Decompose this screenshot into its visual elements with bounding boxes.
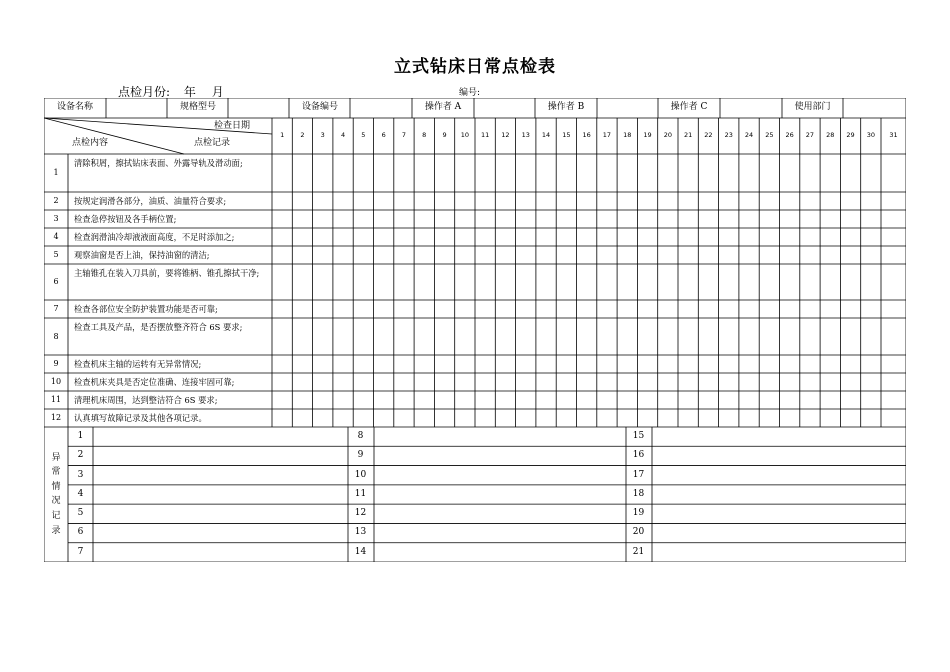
abnormal-entry-number: 12 xyxy=(354,508,367,519)
abnormal-entry-number: 3 xyxy=(77,469,84,480)
day-number-21: 21 xyxy=(684,131,693,139)
abnormal-entry-number: 9 xyxy=(357,450,364,461)
abnormal-entry-number: 18 xyxy=(632,488,645,499)
day-number-1: 1 xyxy=(280,131,285,139)
day-number-2: 2 xyxy=(300,131,305,139)
day-number-16: 16 xyxy=(582,131,591,139)
abnormal-entry-number: 5 xyxy=(77,508,84,519)
day-number-3: 3 xyxy=(320,131,325,139)
day-number-30: 30 xyxy=(866,131,875,139)
abnormal-entry-number: 7 xyxy=(77,546,84,557)
day-number-29: 29 xyxy=(846,131,855,139)
abnormal-entry-number: 17 xyxy=(632,469,645,480)
day-number-28: 28 xyxy=(826,131,835,139)
abnormal-entry-number: 11 xyxy=(354,488,367,499)
abnormal-entry-number: 2 xyxy=(77,450,84,461)
item-number: 6 xyxy=(53,277,59,286)
item-number: 9 xyxy=(53,359,59,368)
item-text: 观察油窗是否上油，保持油窗的清洁; xyxy=(74,250,210,260)
day-number-27: 27 xyxy=(805,131,815,139)
item-text: 检查工具及产品，是否摆放整齐符合 6S 要求; xyxy=(74,322,243,332)
item-number: 3 xyxy=(53,214,59,223)
day-number-7: 7 xyxy=(401,131,407,139)
abnormal-entry-number: 20 xyxy=(632,527,645,538)
day-number-18: 18 xyxy=(623,131,632,139)
abnormal-entry-number: 4 xyxy=(77,488,84,499)
item-text: 按规定润滑各部分，油质、油量符合要求; xyxy=(74,196,227,206)
department-label: 使用部门 xyxy=(794,102,831,112)
item-text: 主轴锥孔在装入刀具前，要将锥柄、锥孔擦拭干净; xyxy=(74,268,260,278)
item-text: 清理机床周围，达到整洁符合 6S 要求; xyxy=(74,395,218,405)
abnormal-entry-number: 15 xyxy=(632,431,645,441)
item-number: 5 xyxy=(53,250,59,259)
page-title: 立式钻床日常点检表 xyxy=(394,57,556,77)
check-month-label: 点检月份: xyxy=(118,85,171,99)
item-number: 7 xyxy=(53,304,59,313)
day-number-12: 12 xyxy=(501,131,510,139)
day-number-8: 8 xyxy=(422,131,427,139)
abnormal-entry-number: 6 xyxy=(77,527,84,538)
day-number-10: 10 xyxy=(460,131,469,139)
day-number-24: 24 xyxy=(744,131,754,139)
operator-a-label: 操作者 A xyxy=(424,102,462,112)
day-number-23: 23 xyxy=(724,131,733,139)
item-text: 检查机床夹具是否定位准确、连接牢固可靠; xyxy=(74,377,235,387)
day-number-15: 15 xyxy=(562,131,571,139)
day-number-5: 5 xyxy=(361,131,366,139)
day-number-4: 4 xyxy=(340,131,346,139)
operator-c-label: 操作者 C xyxy=(670,102,708,112)
abnormal-entry-number: 10 xyxy=(354,469,367,480)
abnormal-entry-number: 14 xyxy=(354,546,367,557)
check-content-label: 点检内容 xyxy=(72,138,109,148)
item-number: 11 xyxy=(50,395,62,404)
day-number-14: 14 xyxy=(541,131,551,139)
day-number-13: 13 xyxy=(521,131,530,139)
day-number-6: 6 xyxy=(381,131,386,139)
inspection-table xyxy=(44,98,906,562)
abnormal-entry-number: 19 xyxy=(632,508,645,519)
item-text: 认真填写故障记录及其他各项记录。 xyxy=(74,413,207,423)
abnormal-entry-number: 13 xyxy=(354,527,367,538)
check-date-label: 检查日期 xyxy=(214,121,251,131)
item-text: 检查急停按钮及各手柄位置; xyxy=(74,214,177,224)
day-number-11: 11 xyxy=(481,131,490,139)
item-number: 1 xyxy=(53,168,59,177)
day-number-22: 22 xyxy=(704,131,713,139)
item-number: 8 xyxy=(53,332,59,341)
abnormal-entry-number: 21 xyxy=(632,546,645,557)
day-number-26: 26 xyxy=(785,131,794,139)
item-number: 4 xyxy=(53,232,59,241)
year-label: 年 xyxy=(183,85,196,99)
item-number: 12 xyxy=(50,413,62,422)
item-text: 检查各部位安全防护装置功能是否可靠; xyxy=(74,304,218,314)
day-number-20: 20 xyxy=(663,131,672,139)
equipment-no-label: 设备编号 xyxy=(301,102,338,112)
abnormal-entry-number: 1 xyxy=(77,431,84,441)
item-text: 检查润滑油冷却液液面高度，不足时添加之; xyxy=(74,232,235,242)
day-number-25: 25 xyxy=(765,131,774,139)
abnormal-record-label: 异常情况记录 xyxy=(51,452,61,536)
month-label: 月 xyxy=(211,85,224,99)
item-text: 清除积屑，擦拭钻床表面、外露导轨及滑动面; xyxy=(74,158,243,168)
form-number-label: 编号: xyxy=(459,88,481,98)
day-number-19: 19 xyxy=(643,131,652,139)
abnormal-entry-number: 8 xyxy=(357,431,364,441)
item-number: 10 xyxy=(50,377,62,386)
model-label: 规格型号 xyxy=(179,102,216,112)
equipment-name-label: 设备名称 xyxy=(56,102,93,112)
check-record-label: 点检记录 xyxy=(194,138,231,148)
item-text: 检查机床主轴的运转有无异常情况; xyxy=(74,359,202,369)
operator-b-label: 操作者 B xyxy=(547,102,585,112)
item-number: 2 xyxy=(53,196,59,205)
abnormal-entry-number: 16 xyxy=(632,450,645,461)
day-number-17: 17 xyxy=(602,131,612,139)
day-number-9: 9 xyxy=(442,131,447,139)
day-number-31: 31 xyxy=(889,131,898,139)
